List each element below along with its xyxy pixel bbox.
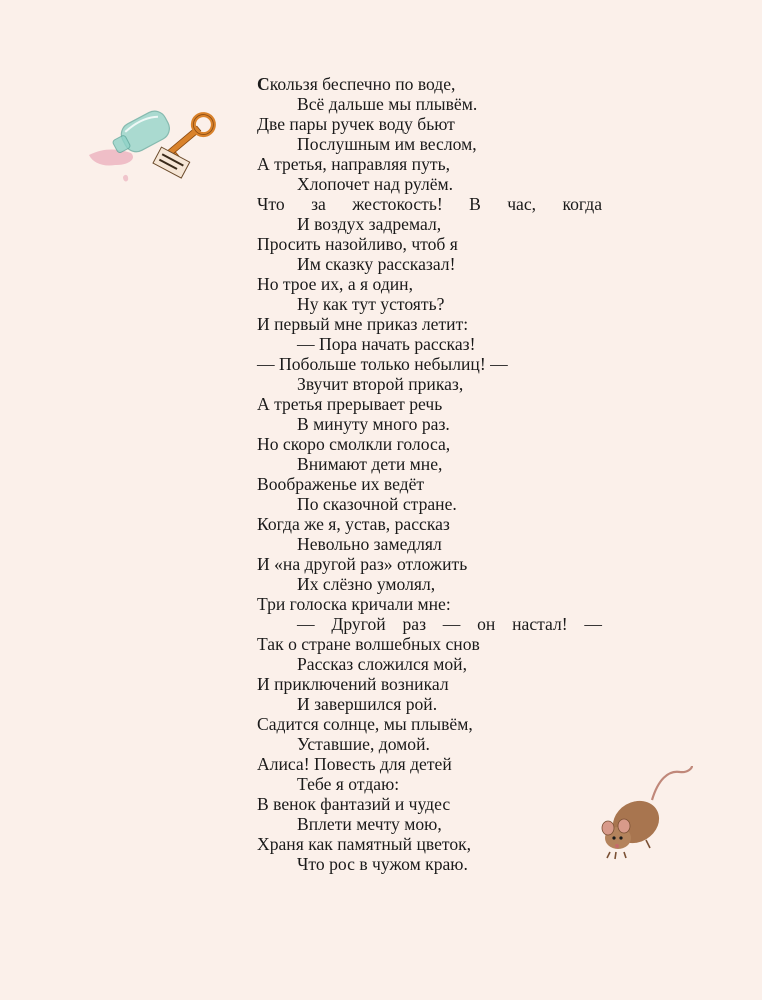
poem-line: Всё дальше мы плывём. [297,94,478,114]
poem-line: Что за жестокость! В час, когда [257,194,602,214]
drop-cap: С [257,74,270,94]
poem-lines [257,94,602,874]
poem-line: Три голоска кричали мне: [257,594,451,614]
poem-line: Но трое их, а я один, [257,274,413,294]
poem-line: В венок фантазий и чудес [257,794,451,814]
poem-line: Вплети мечту мою, [297,814,442,834]
poem-line: А третья прерывает речь [257,394,443,414]
poem-line: Когда же я, устав, рассказ [257,514,450,534]
poem-line: И воздух задремал, [297,214,442,234]
poem-line: Храня как памятный цветок, [257,834,472,854]
poem-line: И первый мне приказ летит: [257,314,469,334]
poem-line: Но скоро смолкли голоса, [257,434,451,454]
poem [257,74,602,874]
poem-line: Воображенье их ведёт [257,474,425,494]
poem-line: Что рос в чужом краю. [297,854,468,874]
poem-line: Алиса! Повесть для детей [257,754,452,774]
poem-line: — Побольше только небылиц! — [257,354,508,374]
poem-line: Так о стране волшебных снов [257,634,480,654]
poem-line: Невольно замедлял [297,534,442,554]
poem-line: — Другой раз — он настал! — [297,614,602,634]
poem-line: И приключений возникал [257,674,449,694]
poem-line: Хлопочет над рулём. [297,174,454,194]
poem-line: По сказочной стране. [297,494,457,514]
poem-line: И «на другой раз» отложить [257,554,468,574]
poem-line: Их слёзно умолял, [297,574,436,594]
poem-line: Внимают дети мне, [297,454,443,474]
poem-line: Им сказку рассказал! [297,254,456,274]
poem-line: — Пора начать рассказ! [297,334,476,354]
poem-line: Послушным им веслом, [297,134,477,154]
poem-line: Просить назойливо, чтоб я [257,234,458,254]
poem-line: И завершился рой. [297,694,438,714]
bottle-and-key-icon [85,95,225,195]
poem-line: В минуту много раз. [297,414,450,434]
first-line-rest: кользя беспечно по воде, [269,74,456,94]
poem-line-first [257,74,602,94]
poem-line: А третья, направляя путь, [257,154,450,174]
poem-line: Садится солнце, мы плывём, [257,714,473,734]
poem-line: Рассказ сложился мой, [297,654,467,674]
mouse-icon [588,760,693,865]
poem-line: Ну как тут устоять? [297,294,445,314]
poem-line: Две пары ручек воду бьют [257,114,455,134]
poem-line: Тебе я отдаю: [297,774,400,794]
poem-line: Звучит второй приказ, [297,374,464,394]
poem-line: Уставшие, домой. [297,734,430,754]
